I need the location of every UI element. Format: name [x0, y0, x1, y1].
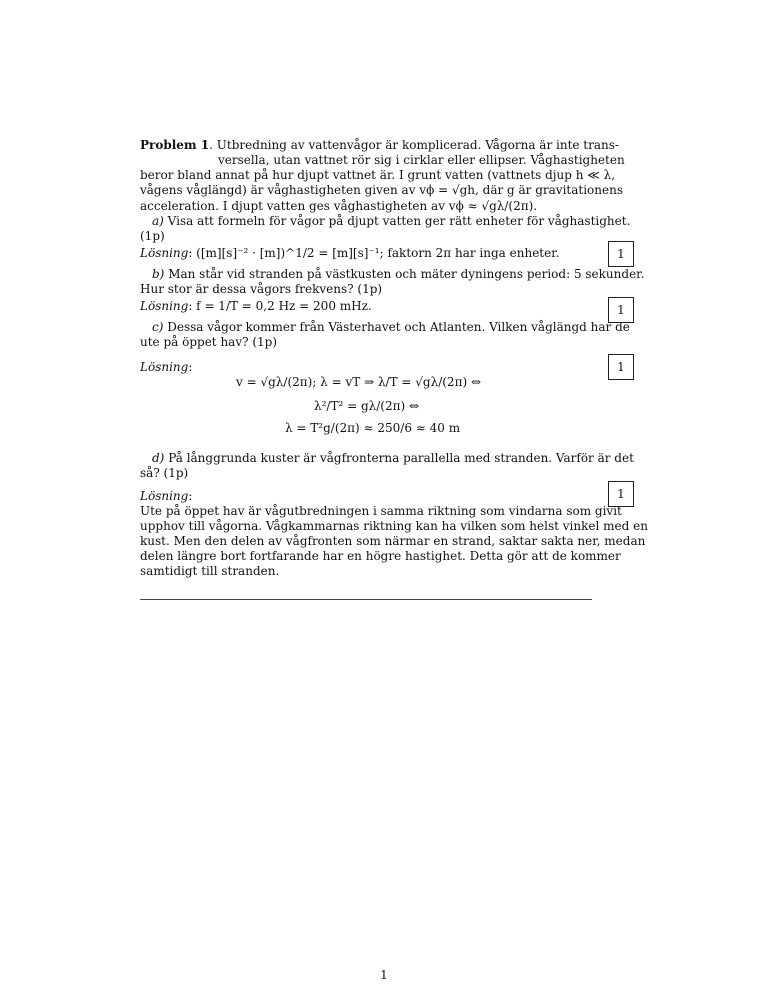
part-a-solution: Lösning: ([m][s]⁻² · [m])^1/2 = [m][s]⁻¹; faktorn 2π har inga enheter.	[140, 246, 560, 260]
part-c-solution-label: Lösning	[140, 360, 189, 374]
part-b-solution-label: Lösning	[140, 299, 189, 313]
part-a-label: a)	[152, 214, 164, 228]
page-number: 1	[380, 968, 388, 982]
problem-intro-line-3: beror bland annat på hur djupt vattnet är. I grunt vatten (vattnets djup h ≪ λ,	[140, 168, 616, 182]
part-a-solution-label: Lösning	[140, 246, 189, 260]
part-c-equation-3: λ = T²g/(2π) ≈ 250/6 ≈ 40 m	[285, 421, 461, 435]
part-c-points-box: 1	[608, 354, 634, 380]
part-d-solution-line-3: kust. Men den delen av vågfronten som närmar en strand, saktar sakta ner, medan	[140, 534, 646, 548]
part-d-points-box: 1	[608, 481, 634, 507]
part-d-question-line-1: d) På långgrunda kuster är vågfronterna parallella med stranden. Varför är det	[152, 451, 634, 465]
problem-intro-line-1: Problem 1. Utbredning av vattenvågor är komplicerad. Vågorna är inte trans-	[140, 138, 619, 152]
part-a-points-box: 1	[608, 241, 634, 267]
part-c-question-line-2: ute på öppet hav? (1p)	[140, 335, 278, 349]
part-d-label: d)	[152, 451, 165, 465]
part-b-solution: Lösning: f = 1/T = 0,2 Hz = 200 mHz.	[140, 299, 372, 313]
problem-intro-line-4: vågens våglängd) är våghastigheten given av vϕ = √gh, där g är gravitationens	[140, 183, 623, 197]
part-a-question-line-2: (1p)	[140, 229, 165, 243]
part-b-points-box: 1	[608, 297, 634, 323]
part-d-solution-line-1: Ute på öppet hav är vågutbredningen i samma riktning som vindarna som givit	[140, 504, 622, 518]
part-c-solution: Lösning:	[140, 360, 193, 374]
part-d-solution-label-line: Lösning:	[140, 489, 193, 503]
problem-heading: Problem 1	[140, 138, 210, 152]
part-b-label: b)	[152, 267, 165, 281]
part-d-solution-line-5: samtidigt till stranden.	[140, 564, 280, 578]
horizontal-rule	[140, 599, 592, 600]
part-d-solution-line-2: upphov till vågorna. Vågkammarnas riktning kan ha vilken som helst vinkel med en	[140, 519, 648, 533]
part-a-question-line-1: a) Visa att formeln för vågor på djupt vatten ger rätt enheter för våghastighet.	[152, 214, 631, 228]
part-c-label: c)	[152, 320, 164, 334]
part-c-equation-2: λ²/T² = gλ/(2π) ⇔	[314, 399, 420, 413]
part-d-question-line-2: så? (1p)	[140, 466, 189, 480]
part-b-question-line-2: Hur stor är dessa vågors frekvens? (1p)	[140, 282, 383, 296]
part-c-question-line-1: c) Dessa vågor kommer från Västerhavet och Atlanten. Vilken våglängd har de	[152, 320, 630, 334]
problem-intro-line-2: versella, utan vattnet rör sig i cirklar eller ellipser. Våghastigheten	[218, 153, 625, 167]
part-d-solution-line-4: delen längre bort fortfarande har en högre hastighet. Detta gör att de kommer	[140, 549, 621, 563]
part-d-solution-label: Lösning	[140, 489, 189, 503]
problem-intro-line-5: acceleration. I djupt vatten ges våghastigheten av vϕ ≈ √gλ/(2π).	[140, 199, 538, 213]
part-c-equation-1: v = √gλ/(2π); λ = vT ⇒ λ/T = √gλ/(2π) ⇔	[236, 375, 482, 389]
part-b-question-line-1: b) Man står vid stranden på västkusten och mäter dyningens period: 5 sekunder.	[152, 267, 645, 281]
